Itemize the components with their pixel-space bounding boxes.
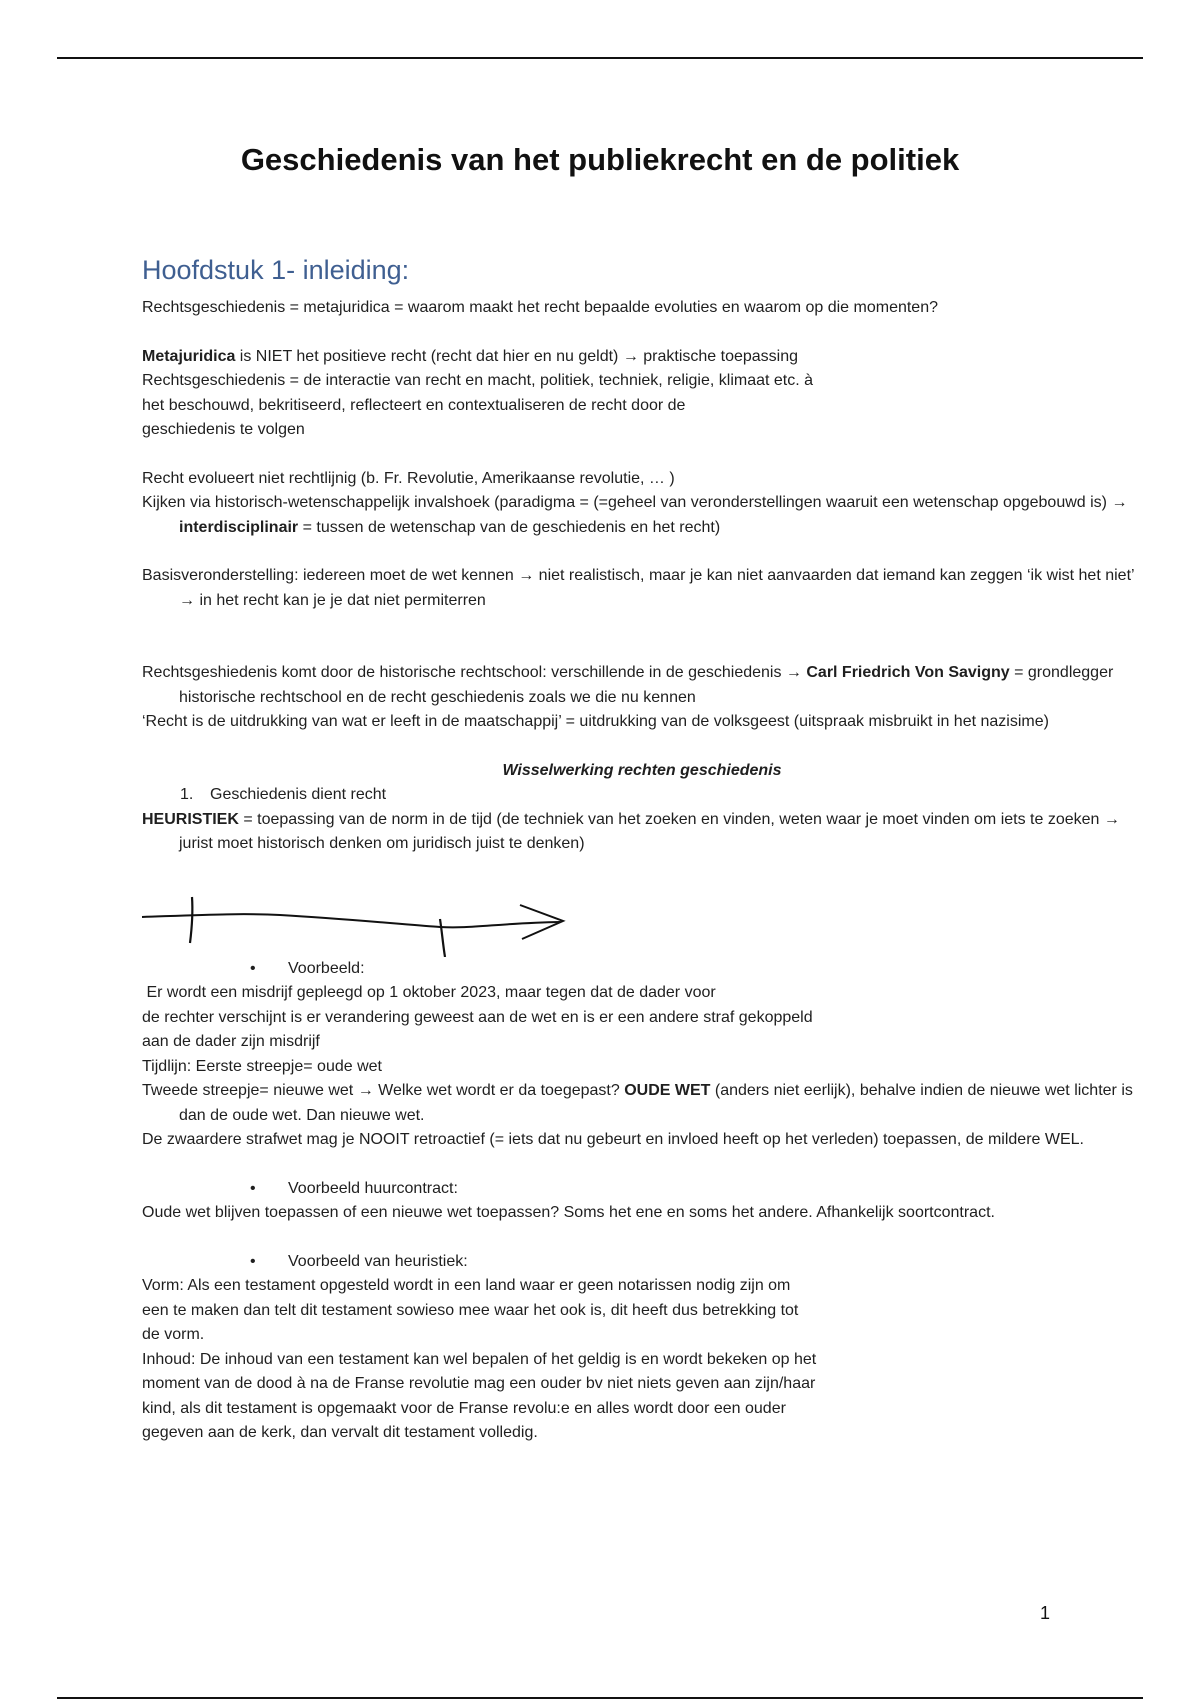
header-rule: [57, 57, 1143, 59]
paragraph: Kijken via historisch-wetenschappelijk invalshoek (paradigma = (=geheel van veronderstellingen waaruit een wetenschap opgebouwd is) → interdisciplinair = tussen de wetenschap van de geschiedenis en het recht): [142, 494, 1128, 536]
paragraph: Metajuridica is NIET het positieve recht (recht dat hier en nu geldt) → praktische toepassing: [142, 347, 799, 365]
paragraph: een te maken dan telt dit testament sowieso mee waar het ook is, dit heeft dus betrekking tot: [142, 1301, 799, 1319]
paragraph: geschiedenis te volgen: [142, 421, 305, 438]
paragraph: Tweede streepje= nieuwe wet → Welke wet wordt er da toegepast? OUDE WET (anders niet eerlijk), behalve indien de nieuwe wet lichter is dan de oude wet. Dan nieuwe wet.: [142, 1082, 1133, 1124]
document-title: Geschiedenis van het publiekrecht en de politiek: [240, 142, 960, 177]
paragraph: Rechtsgeschiedenis = metajuridica = waarom maakt het recht bepaalde evoluties en waarom op die momenten?: [142, 299, 938, 316]
timeline-sketch: [142, 857, 1142, 957]
paragraph: gegeven aan de kerk, dan vervalt dit testament volledig.: [142, 1424, 538, 1441]
paragraph: Rechtsgeshiedenis komt door de historische rechtschool: verschillende in de geschiedenis → Carl Friedrich Von Savigny = grondlegger historische rechtschool en de recht geschiedenis zoals we die nu kennen: [142, 664, 1114, 706]
paragraph: het beschouwd, bekritiseerd, reflecteert en contextualiseren de recht door de: [142, 396, 686, 414]
subheading: Wisselwerking rechten geschiedenis: [502, 761, 782, 779]
paragraph: Inhoud: De inhoud van een testament kan wel bepalen of het geldig is en wordt bekeken op het: [142, 1350, 817, 1368]
footer-rule: [57, 1697, 1143, 1699]
paragraph: De zwaardere strafwet mag je NOOIT retroactief (= iets dat nu gebeurt en invloed heeft op het verleden) toepassen, de mildere WEL.: [142, 1131, 1084, 1148]
paragraph: Tijdlijn: Eerste streepje= oude wet: [142, 1057, 382, 1075]
document-body: [142, 296, 1142, 1446]
paragraph: Oude wet blijven toepassen of een nieuwe wet toepassen? Soms het ene en soms het andere. Afhankelijk soortcontract.: [142, 1204, 995, 1221]
paragraph: moment van de dood à na de Franse revolutie mag een ouder bv niet niets geven aan zijn/haar: [142, 1375, 816, 1392]
paragraph: Recht evolueert niet rechtlijnig (b. Fr. Revolutie, Amerikaanse revolutie, … ): [142, 469, 675, 487]
paragraph: Vorm: Als een testament opgesteld wordt in een land waar er geen notarissen nodig zijn om: [142, 1277, 791, 1294]
list-item: 1. Geschiedenis dient recht: [180, 786, 387, 803]
chapter-heading: Hoofdstuk 1- inleiding:: [142, 255, 410, 285]
paragraph: ‘Recht is de uitdrukking van wat er leeft in de maatschappij’ = uitdrukking van de volksgeest (uitspraak misbruikt in het nazisime): [142, 713, 1049, 730]
bullet-item: • Voorbeeld huurcontract:: [250, 1179, 458, 1197]
paragraph: de rechter verschijnt is er verandering geweest aan de wet en is er een andere straf gekoppeld: [142, 1008, 813, 1026]
timeline-tick-old-law: [190, 897, 192, 943]
paragraph: Rechtsgeschiedenis = de interactie van recht en macht, politiek, techniek, religie, klimaat etc. à: [142, 372, 814, 389]
paragraph: HEURISTIEK = toepassing van de norm in de tijd (de techniek van het zoeken en vinden, weten waar je moet vinden om iets te zoeken → jurist moet historisch denken om juridisch juist te denken): [142, 810, 1120, 852]
bullet-item: • Voorbeeld van heuristiek:: [250, 1252, 468, 1270]
paragraph: Er wordt een misdrijf gepleegd op 1 oktober 2023, maar tegen dat de dader voor: [142, 984, 716, 1001]
paragraph: Basisveronderstelling: iedereen moet de wet kennen → niet realistisch, maar je kan niet aanvaarden dat iemand kan zeggen ‘ik wist het niet’ → in het recht kan je je dat niet permiterren: [142, 567, 1134, 609]
timeline-line: [142, 914, 560, 927]
bullet-item: • Voorbeeld:: [250, 959, 365, 977]
paragraph: aan de dader zijn misdrijf: [142, 1033, 320, 1050]
timeline-arrow-drawing: [140, 857, 570, 957]
page-number: 1: [1040, 1603, 1051, 1623]
paragraph: de vorm.: [142, 1326, 205, 1343]
timeline-tick-new-law: [440, 919, 445, 957]
paragraph: kind, als dit testament is opgemaakt voor de Franse revolu:e en alles wordt door een ouder: [142, 1399, 786, 1417]
